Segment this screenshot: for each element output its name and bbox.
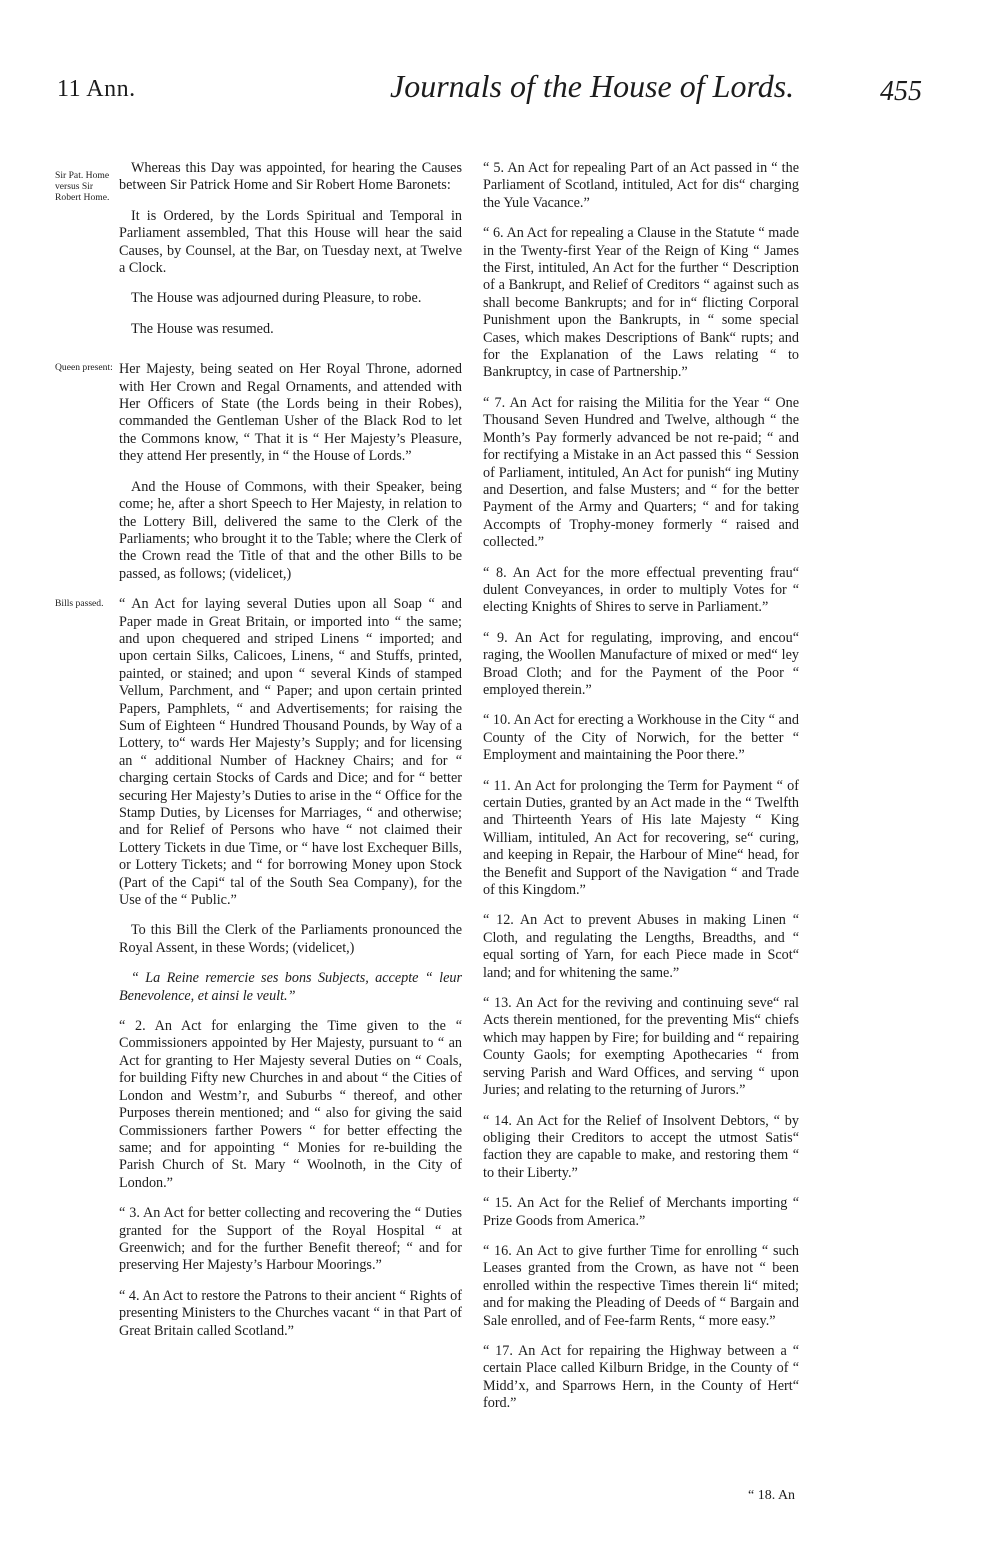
paragraph: “ 12. An Act to prevent Abuses in making Linen “ Cloth, and regulating the Lengths, Breadths, and “ equal sorting of Yarn, for each Piece made in Scot“ land; and for whitening the same.”	[483, 912, 799, 981]
paragraph: “ 17. An Act for repairing the Highway between a “ certain Place called Kilburn Bridge, in the County of “ Midd’x, and Sparrows Hern, in the County of Hert“ ford.”	[483, 1342, 799, 1412]
paragraph: “ 10. An Act for erecting a Workhouse in the City “ and County of the City of Norwich, for the better “ Employment and maintaining the Poor there.”	[483, 712, 799, 764]
margin-note-queen: Queen present:	[55, 362, 113, 373]
paragraph: “ 13. An Act for the reviving and continuing seve“ ral Acts therein mentioned, for the preventing Mis“ chiefs which may happen by Fire; for building and “ repairing County Gaols; for exempting Apothecaries “ from serving Parish and Ward Offices, and serving “ upon Juries; and relating to the returning of Jurors.”	[483, 995, 799, 1099]
paragraph: And the House of Commons, with their Speaker, being come; he, after a short Speech to Her Majesty, in relation to the Lottery Bill, delivered the same to the Clerk of the Parliaments; who brought it to the Table; where the Clerk of the Crown read the Title of that and the other Bills to be passed, as follows; (videlicet,)	[119, 478, 462, 582]
paragraph: The House was adjourned during Pleasure, to robe.	[131, 290, 422, 307]
page-number: 455	[880, 76, 922, 107]
paragraph: “ 3. An Act for better collecting and recovering the “ Duties granted for the Support of the Royal Hospital “ at Greenwich; and for the further Benefit thereof; “ and for preserving Her Majesty’s Harbour Moorings.”	[119, 1205, 462, 1274]
paragraph: Whereas this Day was appointed, for hearing the Causes between Sir Patrick Home and Sir Robert Home Baronets:	[119, 160, 462, 194]
catchword: “ 18. An	[748, 1488, 796, 1503]
paragraph: “ 14. An Act for the Relief of Insolvent Debtors, “ by obliging their Creditors to accept the utmost Satis“ faction they are capable to make, and restoring them “ to their Liberty.”	[483, 1112, 799, 1181]
journal-title: Journals of the House of Lords.	[390, 68, 795, 104]
margin-note-home: Sir Pat. Home versus Sir Robert Home.	[55, 170, 110, 203]
paragraph: “ 8. An Act for the more effectual preventing frau“ dulent Conveyances, in order to multiply Votes for “ electing Knights of Shires to serve in Parliament.”	[483, 564, 799, 616]
paragraph: “ 7. An Act for raising the Militia for the Year “ One Thousand Seven Hundred and Twelve, although “ the Month’s Pay formerly advanced be not re-paid; “ and for rectifying a Mistake in an Act passed this “ Session of Parliament, intituled, An Act for punish“ ing Mutiny and Desertion, and false Musters; and “ for the better Payment of the Army and Quarters; “ and for taking Accompts of Trophy-money formerly “ raised and collected.”	[483, 394, 799, 551]
page-header	[0, 66, 992, 126]
paragraph: “ 11. An Act for prolonging the Term for Payment “ of certain Duties, granted by an Act made in the “ Twelfth and Thirteenth Years of His late Majesty “ King William, intituled, An Act for recovering, se“ curing, and keeping in Repair, the Harbour of Mine“ head, for the Benefit and Support of the Navigation “ and Trade of this Kingdom.”	[483, 777, 799, 899]
paragraph: The House was resumed.	[131, 320, 274, 337]
paragraph: “ 5. An Act for repealing Part of an Act passed in “ the Parliament of Scotland, intituled, Act for dis“ charging the Yule Vacance.”	[483, 160, 799, 211]
paragraph: “ 2. An Act for enlarging the Time given to the “ Commissioners appointed by Her Majesty, pursuant to “ an Act for granting to Her Majesty several Duties on “ Coals, for building Fifty new Churches in and about “ the Cities of London and Westm’r, and Suburbs “ thereof, and other Purposes therein mentioned; and “ also for giving the said Commissioners farther Powers “ for better effecting the same; and for appointing “ Monies for re-building the Parish Church of St. Mary “ Woolnoth, in the City of London.”	[119, 1018, 462, 1191]
session-label: 11 Ann.	[57, 76, 136, 102]
paragraph: “ 16. An Act to give further Time for enrolling “ such Leases granted from the Crown, as have not “ been enrolled within the respective Times therein li“ mited; and for making the Pleading of Deeds of “ Bargain and Sale enrolled, and of Fee-farm Rents, “ more easy.”	[483, 1242, 799, 1329]
paragraph: Her Majesty, being seated on Her Royal Throne, adorned with Her Crown and Regal Ornaments, and attended with Her Officers of State (the Lords being in their Robes), commanded the Gentleman Usher of the Black Rod to let the Commons know, “ That it is “ Her Majesty’s Pleasure, they attend Her presently, in “ the House of Lords.”	[119, 361, 462, 465]
right-column	[483, 160, 799, 1426]
paragraph: “ An Act for laying several Duties upon all Soap “ and Paper made in Great Britain, or imported into “ the same; and upon chequered and striped Linens “ imported; and upon certain Silks, Calicoes, Linens, “ and Stuffs, printed, painted, or stained; and upon “ several Kinds of stamped Vellum, Parchment, and “ Paper; and upon certain printed Papers, Pamphlets, “ and Advertisements; for raising the Sum of Eighteen “ Hundred Thousand Pounds, by Way of a Lottery, to“ wards Her Majesty’s Supply; and for licensing an “ additional Number of Hackney Chairs; and for “ charging certain Stocks of Cards and Dice; and for “ better securing Her Majesty’s Duties to arise in the “ Office for the Stamp Duties, by Licenses for Marriages, “ and otherwise; and for Relief of Persons who have “ not claimed their Lottery Tickets in due Time, or “ have lost Exchequer Bills, or Lottery Tickets; and “ for borrowing Money upon Stock (Part of the Capi“ tal of the South Sea Company), for the Use of the “ Public.”	[119, 596, 462, 909]
paragraph: “ 9. An Act for regulating, improving, and encou“ raging, the Woollen Manufacture of mixed or med“ ley Broad Cloth; and for the Payment of the Poor “ employed therein.”	[483, 629, 799, 698]
paragraph: To this Bill the Clerk of the Parliaments pronounced the Royal Assent, in these Words; (videlicet,)	[119, 922, 462, 956]
paragraph: “ 6. An Act for repealing a Clause in the Statute “ made in the Twenty-first Year of the Reign of King “ James the First, intituled, An Act for the further “ Description of a Bankrupt, and Relief of Creditors “ against such as shall become Bankrupts; and for in“ flicting Corporal Punishment upon the Bankrupts, in “ some special Cases, which makes Descriptions of Bank“ rupts; and for the Explanation of the Laws relating “ to Bankruptcy, in case of Partnership.”	[483, 225, 799, 381]
paragraph: “ 15. An Act for the Relief of Merchants importing “ Prize Goods from America.”	[483, 1195, 799, 1229]
paragraph: “ 4. An Act to restore the Patrons to their ancient “ Rights of presenting Ministers to the Churches vacant “ in that Part of Great Britain called Scotland.”	[119, 1287, 462, 1339]
left-column	[119, 160, 462, 1353]
paragraph: It is Ordered, by the Lords Spiritual and Temporal in Parliament assembled, That this House will hear the said Causes, by Counsel, at the Bar, on Tuesday next, at Twelve a Clock.	[119, 207, 462, 277]
paragraph: “ La Reine remercie ses bons Subjects, accepte “ leur Benevolence, et ainsi le veult.”	[119, 970, 462, 1004]
margin-note-bills: Bills passed.	[55, 598, 104, 609]
